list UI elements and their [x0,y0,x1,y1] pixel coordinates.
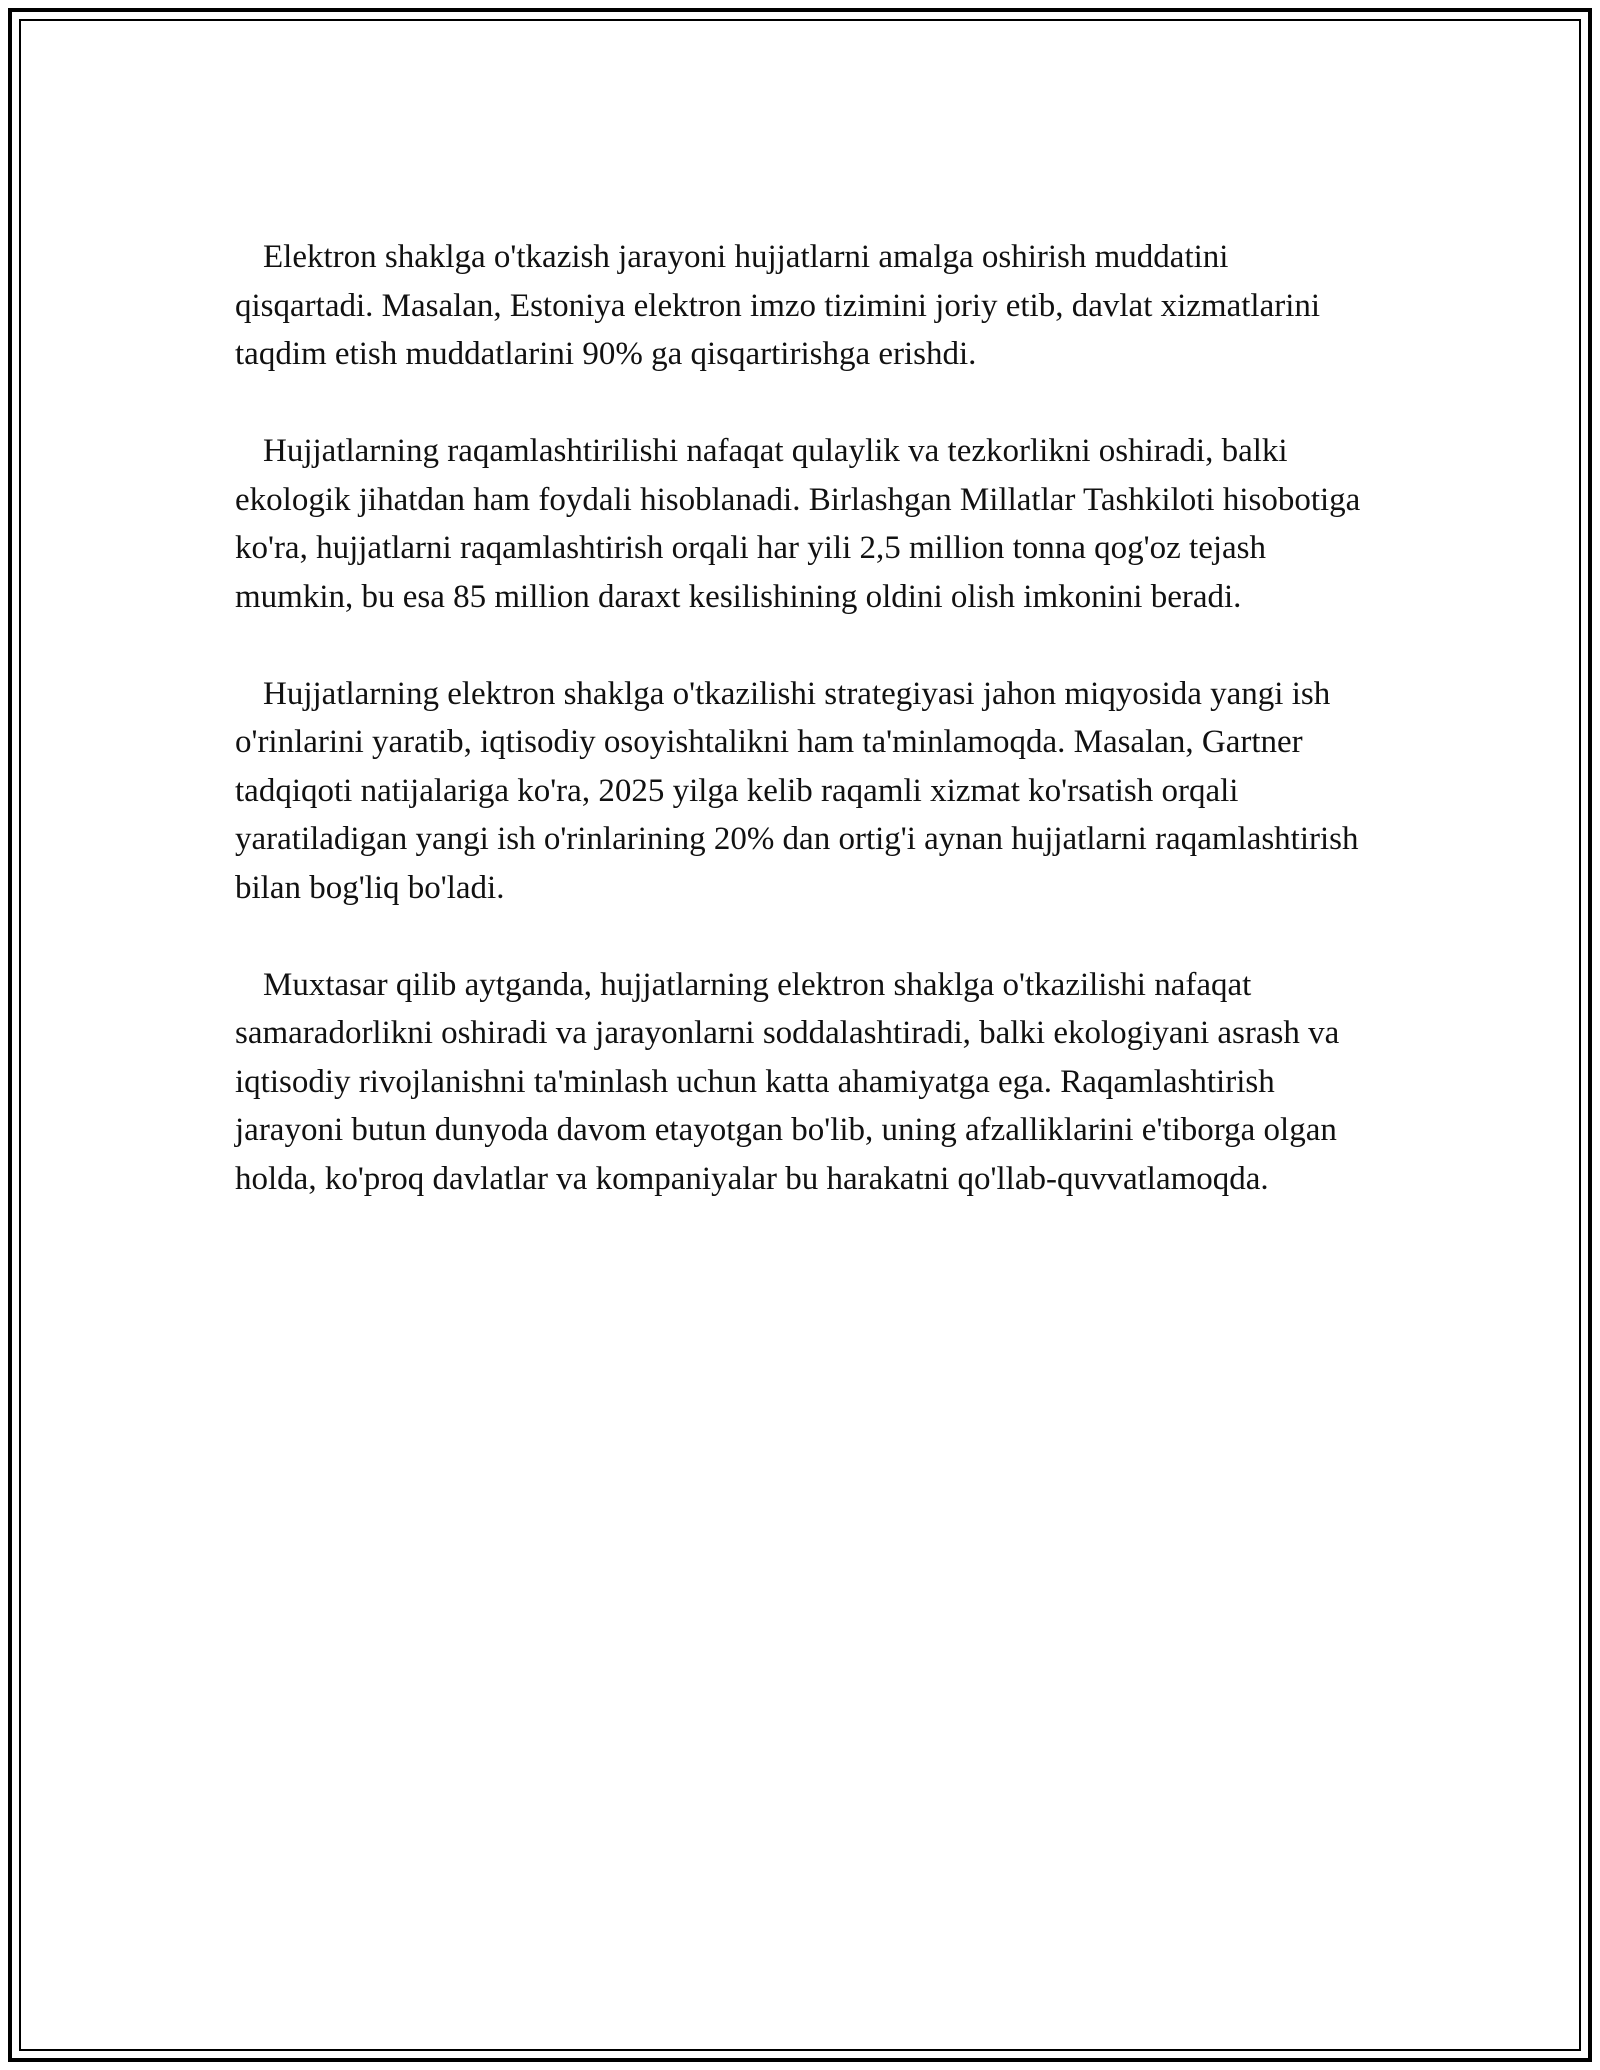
paragraph-1: Elektron shaklga o'tkazish jarayoni hujjatlarni amalga oshirish muddatini qisqartadi. Masalan, Estoniya elektron imzo tizimini joriy etib, davlat xizmatlarini taqdim etish muddatlarini 90% ga qisqartirishga erishdi. [235,239,1321,372]
paragraph-4: Muxtasar qilib aytganda, hujjatlarning elektron shaklga o'tkazilishi nafaqat samaradorlikni oshiradi va jarayonlarni soddalashtiradi, balki ekologiyani asrash va iqtisodiy rivojlanishni ta'minlash uchun katta ahamiyatga ega. Raqamlashtirish jarayoni butun dunyoda davom etayotgan bo'lib, uning afzalliklarini e'tiborga olgan holda, ko'proq davlatlar va kompaniyalar bu harakatni qo'llab-quvvatlamoqda. [235,966,1340,1197]
document-body [235,233,1365,1252]
paragraph-2: Hujjatlarning raqamlashtirilishi nafaqat qulaylik va tezkorlikni oshiradi, balki ekologik jihatdan ham foydali hisoblanadi. Birlashgan Millatlar Tashkiloti hisobotiga ko'ra, hujjatlarni raqamlashtirish orqali har yili 2,5 million tonna qog'oz tejash mumkin, bu esa 85 million daraxt kesilishining oldini olish imkonini beradi. [235,433,1361,615]
paragraph-3: Hujjatlarning elektron shaklga o'tkazilishi strategiyasi jahon miqyosida yangi ish o'rinlarini yaratib, iqtisodiy osoyishtalikni ham ta'minlamoqda. Masalan, Gartner tadqiqoti natijalariga ko'ra, 2025 yilga kelib raqamli xizmat ko'rsatish orqali yaratiladigan yangi ish o'rinlarining 20% dan ortig'i aynan hujjatlarni raqamlashtirish bilan bog'liq bo'ladi. [235,675,1359,906]
